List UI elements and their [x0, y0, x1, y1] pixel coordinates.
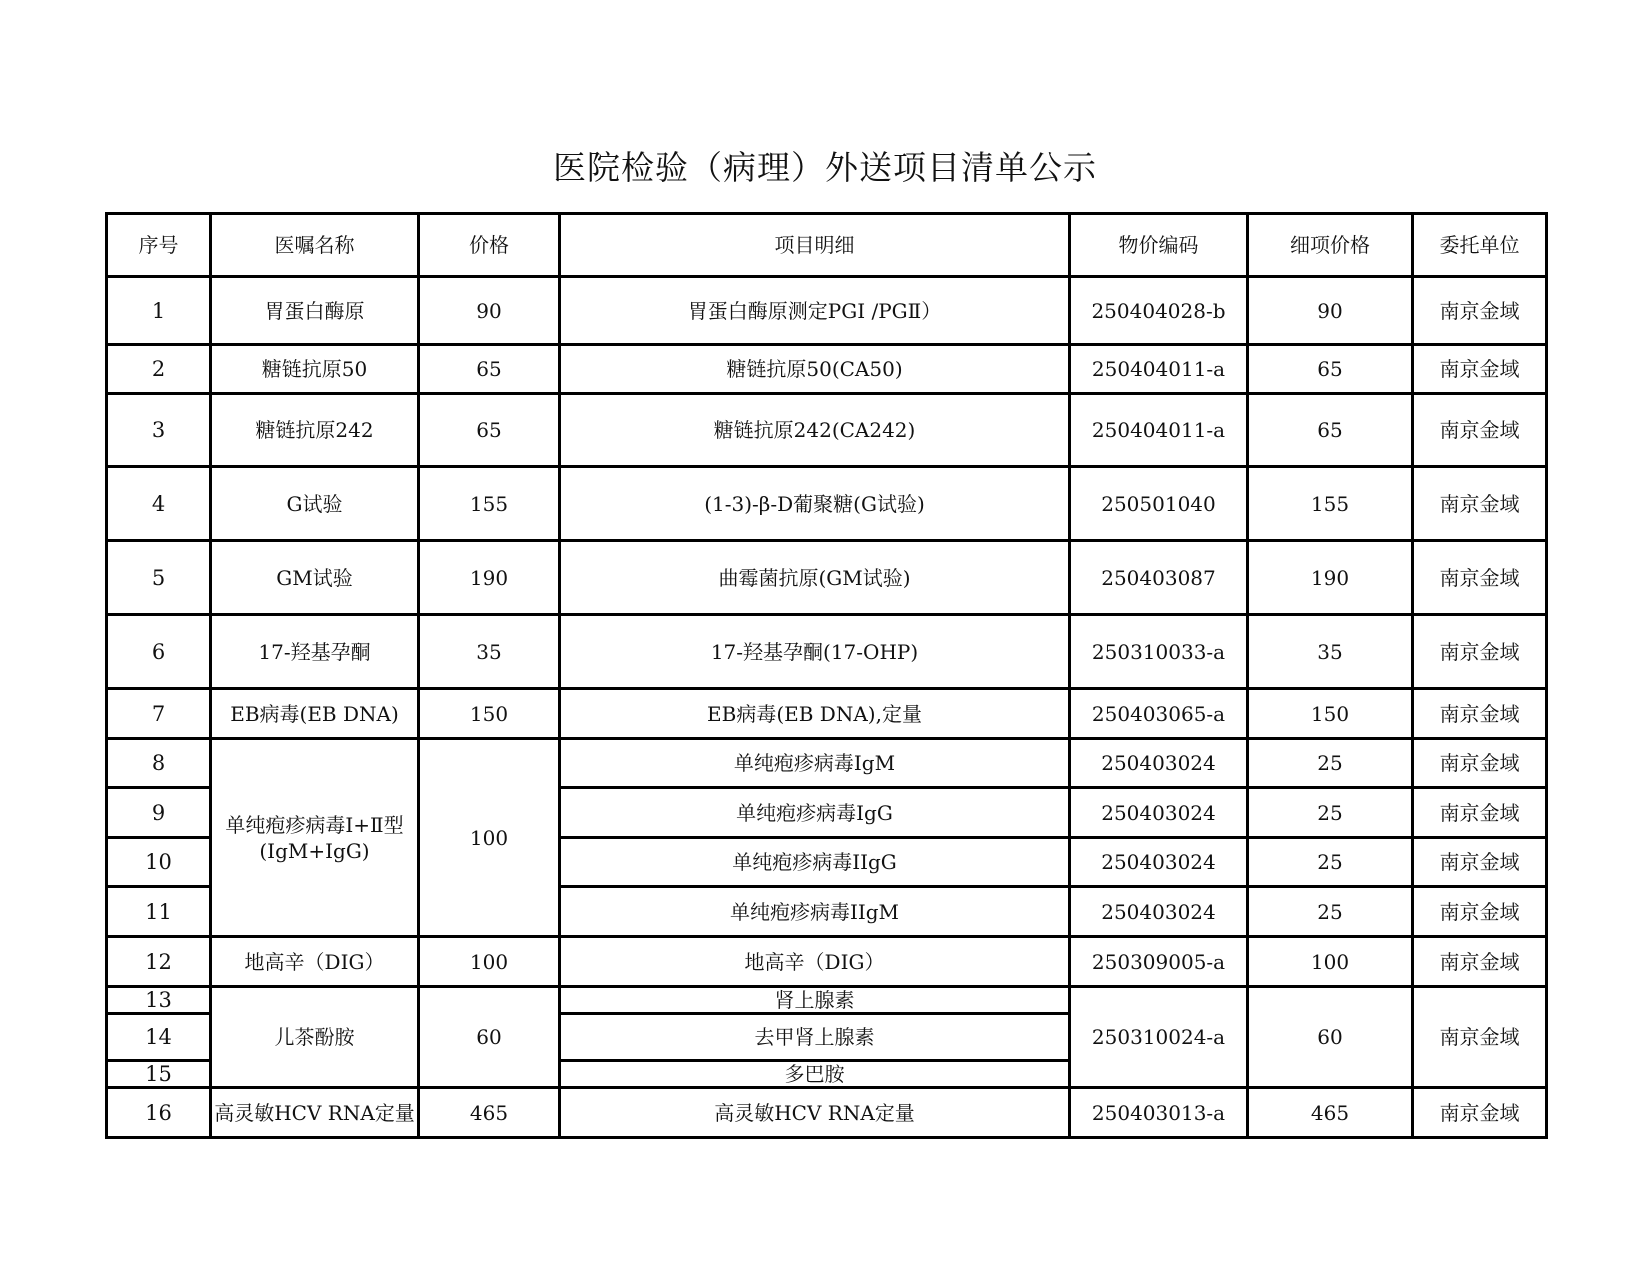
row-detail: 去甲肾上腺素	[560, 1014, 1070, 1061]
header-price-code: 物价编码	[1070, 214, 1248, 277]
row-detail-price: 90	[1248, 277, 1413, 345]
header-detail-price: 细项价格	[1248, 214, 1413, 277]
row-unit: 南京金域	[1413, 937, 1547, 987]
row-detail: 单纯疱疹病毒IgM	[560, 739, 1070, 788]
table-row	[107, 739, 1547, 788]
header-row	[107, 214, 1547, 277]
row-seq: 7	[107, 689, 211, 739]
cat-group-unit: 南京金域	[1413, 987, 1547, 1088]
row-unit: 南京金域	[1413, 739, 1547, 788]
row-detail-price: 25	[1248, 739, 1413, 788]
row-code: 250404011-a	[1070, 345, 1248, 394]
row-code: 250403087	[1070, 541, 1248, 615]
row-order-name: GM试验	[211, 541, 419, 615]
row-price: 65	[419, 394, 560, 467]
row-price: 90	[419, 277, 560, 345]
row-unit: 南京金域	[1413, 277, 1547, 345]
row-code: 250403065-a	[1070, 689, 1248, 739]
row-price: 35	[419, 615, 560, 689]
row-seq: 16	[107, 1088, 211, 1138]
row-detail-price: 65	[1248, 394, 1413, 467]
row-detail: 单纯疱疹病毒IgG	[560, 788, 1070, 838]
row-order-name: 高灵敏HCV RNA定量	[211, 1088, 419, 1138]
row-seq: 14	[107, 1014, 211, 1061]
table-row	[107, 345, 1547, 394]
row-seq: 5	[107, 541, 211, 615]
row-detail: 糖链抗原50(CA50)	[560, 345, 1070, 394]
page-title: 医院检验（病理）外送项目清单公示	[553, 148, 1097, 187]
row-detail: 曲霉菌抗原(GM试验)	[560, 541, 1070, 615]
row-seq: 2	[107, 345, 211, 394]
row-seq: 15	[107, 1061, 211, 1088]
row-code: 250404011-a	[1070, 394, 1248, 467]
row-unit: 南京金域	[1413, 467, 1547, 541]
row-order-name: 17-羟基孕酮	[211, 615, 419, 689]
row-code: 250403024	[1070, 887, 1248, 937]
row-seq: 1	[107, 277, 211, 345]
row-price: 100	[419, 937, 560, 987]
row-seq: 11	[107, 887, 211, 937]
row-detail: 单纯疱疹病毒IIgM	[560, 887, 1070, 937]
hsv-order-name-line2: (IgM+IgG)	[259, 838, 370, 863]
row-unit: 南京金域	[1413, 394, 1547, 467]
row-detail-price: 465	[1248, 1088, 1413, 1138]
row-detail: 单纯疱疹病毒IIgG	[560, 838, 1070, 887]
header-seq: 序号	[107, 214, 211, 277]
table-row	[107, 987, 1547, 1014]
row-detail: 胃蛋白酶原测定PGⅠ /PGⅡ）	[560, 277, 1070, 345]
header-price: 价格	[419, 214, 560, 277]
table-row	[107, 1088, 1547, 1138]
row-detail-price: 100	[1248, 937, 1413, 987]
header-order-name: 医嘱名称	[211, 214, 419, 277]
row-seq: 8	[107, 739, 211, 788]
header-unit: 委托单位	[1413, 214, 1547, 277]
row-code: 250403013-a	[1070, 1088, 1248, 1138]
table-row	[107, 615, 1547, 689]
table-row	[107, 467, 1547, 541]
row-order-name: 地高辛（DIG）	[211, 937, 419, 987]
table-row	[107, 277, 1547, 345]
row-unit: 南京金域	[1413, 541, 1547, 615]
row-code: 250403024	[1070, 788, 1248, 838]
row-code: 250310033-a	[1070, 615, 1248, 689]
header-item-detail: 项目明细	[560, 214, 1070, 277]
table-row	[107, 937, 1547, 987]
row-price: 155	[419, 467, 560, 541]
row-seq: 12	[107, 937, 211, 987]
row-detail: 17-羟基孕酮(17-OHP)	[560, 615, 1070, 689]
row-detail: 多巴胺	[560, 1061, 1070, 1088]
cat-group-detail-price: 60	[1248, 987, 1413, 1088]
row-code: 250403024	[1070, 739, 1248, 788]
row-detail: 高灵敏HCV RNA定量	[560, 1088, 1070, 1138]
hsv-group-price: 100	[419, 739, 560, 937]
row-detail: (1-3)-β-D葡聚糖(G试验)	[560, 467, 1070, 541]
row-unit: 南京金域	[1413, 689, 1547, 739]
row-seq: 9	[107, 788, 211, 838]
row-seq: 4	[107, 467, 211, 541]
row-unit: 南京金域	[1413, 838, 1547, 887]
row-detail-price: 25	[1248, 788, 1413, 838]
cat-group-code: 250310024-a	[1070, 987, 1248, 1088]
table-row	[107, 689, 1547, 739]
row-unit: 南京金域	[1413, 345, 1547, 394]
row-detail: 地高辛（DIG）	[560, 937, 1070, 987]
row-detail-price: 150	[1248, 689, 1413, 739]
row-unit: 南京金域	[1413, 788, 1547, 838]
row-code: 250309005-a	[1070, 937, 1248, 987]
hsv-group-order-name	[211, 739, 419, 937]
row-detail-price: 25	[1248, 838, 1413, 887]
row-price: 150	[419, 689, 560, 739]
cat-group-price: 60	[419, 987, 560, 1088]
row-order-name: 糖链抗原242	[211, 394, 419, 467]
row-code: 250501040	[1070, 467, 1248, 541]
row-detail-price: 155	[1248, 467, 1413, 541]
row-detail: 糖链抗原242(CA242)	[560, 394, 1070, 467]
outsourced-items-table	[105, 212, 1548, 1139]
row-order-name: 胃蛋白酶原	[211, 277, 419, 345]
row-detail-price: 190	[1248, 541, 1413, 615]
row-order-name: G试验	[211, 467, 419, 541]
row-detail-price: 65	[1248, 345, 1413, 394]
row-detail-price: 35	[1248, 615, 1413, 689]
row-code: 250404028-b	[1070, 277, 1248, 345]
row-detail: 肾上腺素	[560, 987, 1070, 1014]
table-row	[107, 394, 1547, 467]
row-unit: 南京金域	[1413, 1088, 1547, 1138]
row-code: 250403024	[1070, 838, 1248, 887]
hsv-order-name-line1: 单纯疱疹病毒Ⅰ+Ⅱ型	[225, 812, 404, 837]
row-price: 65	[419, 345, 560, 394]
table-row	[107, 541, 1547, 615]
row-detail: EB病毒(EB DNA),定量	[560, 689, 1070, 739]
row-order-name: EB病毒(EB DNA)	[211, 689, 419, 739]
row-seq: 10	[107, 838, 211, 887]
row-seq: 3	[107, 394, 211, 467]
row-unit: 南京金域	[1413, 615, 1547, 689]
row-seq: 13	[107, 987, 211, 1014]
cat-group-order-name: 儿茶酚胺	[211, 987, 419, 1088]
row-unit: 南京金域	[1413, 887, 1547, 937]
row-seq: 6	[107, 615, 211, 689]
row-price: 190	[419, 541, 560, 615]
row-price: 465	[419, 1088, 560, 1138]
row-detail-price: 25	[1248, 887, 1413, 937]
row-order-name: 糖链抗原50	[211, 345, 419, 394]
